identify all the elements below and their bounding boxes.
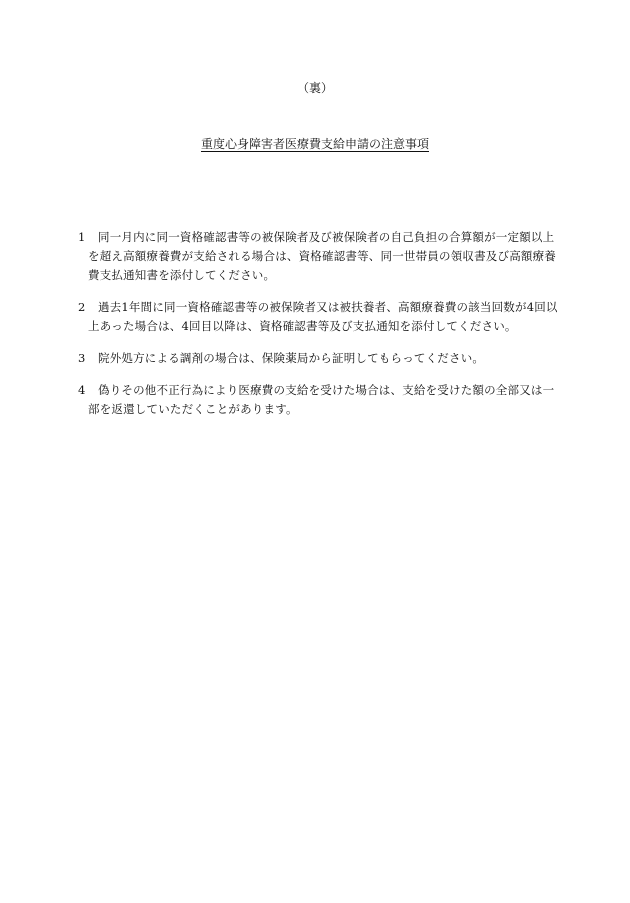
page-side-label: （裏） <box>296 81 333 95</box>
note-number-1: 1 <box>78 230 86 244</box>
note-item-2 <box>78 298 558 336</box>
note-item-1 <box>78 228 558 285</box>
note-item-4 <box>78 381 558 419</box>
note-item-3 <box>78 349 558 368</box>
note-number-4: 4 <box>78 383 86 397</box>
note-number-3: 3 <box>78 351 86 365</box>
note-text-3: 院外処方による調剤の場合は、保険薬局から証明してもらってください。 <box>98 351 485 365</box>
note-text-4: 偽りその他不正行為により医療費の支給を受けた場合は、支給を受けた額の全部又は一部を返還していただくことがあります。 <box>88 383 555 416</box>
document-title <box>0 135 630 153</box>
note-text-2: 過去1年間に同一資格確認書等の被保険者又は被扶養者、高額療養費の該当回数が4回以上あった場合は、4回目以降は、資格確認書等及び支払通知を添付してください。 <box>88 300 558 333</box>
document-title-text: 重度心身障害者医療費支給申請の注意事項 <box>200 137 429 151</box>
notes-list <box>78 228 558 432</box>
note-text-1: 同一月内に同一資格確認書等の被保険者及び被保険者の自己負担の合算額が一定額以上を超え高額療養費が支給される場合は、資格確認書等、同一世帯員の領収書及び高額療養費支払通知書を添付してください。 <box>88 230 556 282</box>
note-number-2: 2 <box>78 300 86 314</box>
